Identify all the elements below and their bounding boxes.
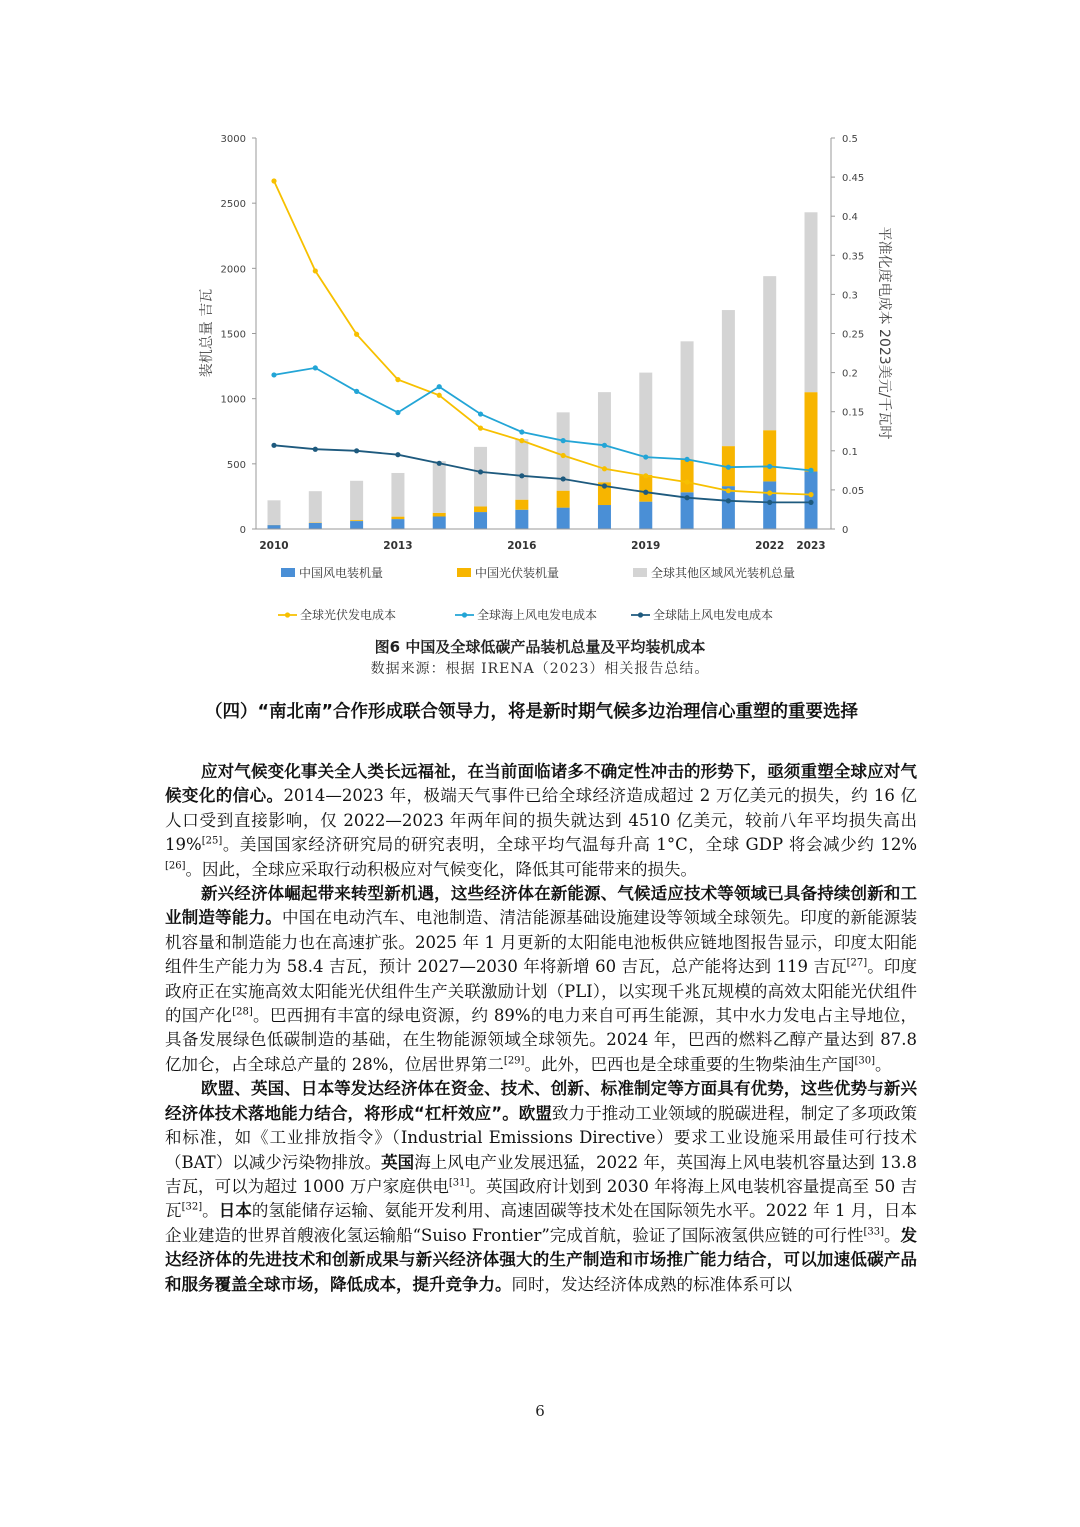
right-tick-label: 0.25 bbox=[842, 329, 865, 341]
right-tick-label: 0.35 bbox=[842, 251, 865, 263]
series-point bbox=[478, 426, 483, 431]
bar-segment bbox=[433, 516, 446, 529]
series-point bbox=[643, 490, 648, 495]
left-tick-label: 3000 bbox=[220, 134, 246, 145]
page-number: 6 bbox=[535, 1402, 545, 1420]
series-point bbox=[395, 410, 400, 415]
figure-6-chart bbox=[0, 0, 1080, 640]
bar-segment bbox=[515, 500, 528, 510]
bar-segment bbox=[639, 475, 652, 502]
bar-segment bbox=[681, 459, 694, 492]
series-point bbox=[684, 457, 689, 462]
legend-swatch bbox=[633, 568, 647, 577]
bar-segment bbox=[350, 521, 363, 529]
bar-segment bbox=[763, 276, 776, 430]
bar-segment bbox=[474, 447, 487, 507]
legend-swatch bbox=[457, 568, 471, 577]
legend-label: 中国风电装机量 bbox=[299, 566, 384, 580]
x-tick-label: 2019 bbox=[631, 540, 661, 552]
right-tick-label: 0.4 bbox=[842, 212, 858, 224]
right-tick-label: 0.05 bbox=[842, 485, 865, 497]
right-axis-label: 平准化度电成本 2023美元/千瓦时 bbox=[876, 226, 892, 440]
series-point bbox=[519, 473, 524, 478]
bar-segment bbox=[598, 505, 611, 529]
series-point bbox=[354, 389, 359, 394]
series-point bbox=[726, 498, 731, 503]
right-tick-label: 0 bbox=[842, 525, 849, 536]
x-tick-label: 2010 bbox=[259, 540, 289, 552]
series-point bbox=[271, 178, 276, 183]
paragraph-3: 欧盟、英国、日本等发达经济体在资金、技术、创新、标准制定等方面具有优势，这些优势与新兴经济体技术落地能力结合，将形成“杠杆效应”。欧盟致力于推动工业领域的脱碳进程，制定了多项政策和标准，如《工业排放指令》（Industrial Emissions Directive）要求工业设施采用最佳可行技术（BAT）以减少污染物排放。英国海上风电产业发展迅猛，2022 年，英国海上风电装机容量达到 13.8 吉瓦，可以为超过 1000 万户家庭供电[31]。英国政府计划到 2030 年将海上风电装机容量提高至 50 吉瓦[32]。日本的氢能储存运输、氨能开发利用、高速固碳等技术处在国际领先水平。2022 年 1 月，日本企业建造的世界首艘液化氢运输船“Suiso Frontier”完成首航，验证了国际液氢供应链的可行性[33]。发达经济体的先进技术和创新成果与新兴经济体强大的生产制造和市场推广能力结合，可以加速低碳产品和服务覆盖全球市场，降低成本，提升竞争力。同时，发达经济体成熟的标准体系可以 bbox=[165, 1079, 918, 1294]
legend-marker bbox=[638, 612, 643, 617]
bar-segment bbox=[805, 392, 818, 471]
legend-marker bbox=[462, 612, 467, 617]
series-point bbox=[561, 476, 566, 481]
series-point bbox=[478, 411, 483, 416]
right-tick-label: 0.15 bbox=[842, 407, 865, 419]
series-point bbox=[808, 492, 813, 497]
left-tick-label: 2000 bbox=[220, 264, 246, 276]
bar-segment bbox=[268, 500, 281, 525]
bar-segment bbox=[268, 525, 281, 529]
series-point bbox=[808, 500, 813, 505]
bar-segment bbox=[763, 430, 776, 481]
series-point bbox=[478, 469, 483, 474]
legend-label: 全球光伏发电成本 bbox=[300, 608, 397, 622]
series-point bbox=[437, 461, 442, 466]
series-point bbox=[726, 488, 731, 493]
series-point bbox=[561, 438, 566, 443]
series-point bbox=[313, 447, 318, 452]
series-point bbox=[684, 495, 689, 500]
paragraph-2: 新兴经济体崛起带来转型新机遇，这些经济体在新能源、气候适应技术等领域已具备持续创新和工业制造等能力。中国在电动汽车、电池制造、清洁能源基础设施建设等领域全球领先。印度的新能源装机容量和制造能力也在高速扩张。2025 年 1 月更新的太阳能电池板供应链地图报告显示，印度太阳能组件生产能力为 58.4 吉瓦，预计 2027—2030 年将新增 60 吉瓦，总产能将达到 119 吉瓦[27]。印度政府正在实施高效太阳能光伏组件生产关联激励计划（PLI），以实现千兆瓦规模的高效太阳能光伏组件的国产化[28]。巴西拥有丰富的绿电资源，约 89%的电力来自可再生能源，其中水力发电占主导地位，具备发展绿色低碳制造的基础，在生物能源领域全球领先。2024 年，巴西的燃料乙醇产量达到 87.8 亿加仑，占全球总产量的 28%，位居世界第二[29]。此外，巴西也是全球重要的生物柴油生产国[30]。 bbox=[165, 884, 918, 1074]
bar-segment bbox=[681, 341, 694, 459]
legend-swatch bbox=[281, 568, 295, 577]
figure-source: 数据来源：根据 IRENA（2023）相关报告总结。 bbox=[370, 661, 710, 677]
right-tick-label: 0.1 bbox=[842, 446, 858, 458]
bar-segment bbox=[557, 508, 570, 529]
series-point bbox=[767, 500, 772, 505]
bar-segment bbox=[763, 481, 776, 529]
bar-segment bbox=[433, 461, 446, 513]
bar-segment bbox=[391, 473, 404, 517]
bar-segment bbox=[350, 520, 363, 521]
x-tick-label: 2023 bbox=[796, 540, 826, 552]
bar-segment bbox=[557, 491, 570, 508]
right-tick-label: 0.5 bbox=[842, 134, 858, 145]
legend-label: 全球海上风电发电成本 bbox=[477, 608, 598, 622]
right-tick-label: 0.3 bbox=[842, 290, 858, 302]
series-point bbox=[684, 479, 689, 484]
left-tick-label: 0 bbox=[239, 525, 246, 536]
series-point bbox=[519, 438, 524, 443]
paragraph-1: 应对气候变化事关全人类长远福祉，在当前面临诸多不确定性冲击的形势下，亟须重塑全球应对气候变化的信心。2014—2023 年，极端天气事件已给全球经济造成超过 2 万亿美元的损失，约 16 亿人口受到直接影响，仅 2022—2023 年两年间的损失就达到 4510 亿美元，较前八年平均损失高出 19%[25]。美国国家经济研究局的研究表明，全球平均气温每升高 1°C，全球 GDP 将会减少约 12%[26]。因此，全球应采取行动积极应对气候变化，降低其可能带来的损失。 bbox=[165, 762, 918, 879]
series-point bbox=[726, 465, 731, 470]
series-point bbox=[313, 365, 318, 370]
series-point bbox=[437, 393, 442, 398]
legend-label: 全球陆上风电发电成本 bbox=[653, 608, 774, 622]
legend-label: 全球其他区域风光装机总量 bbox=[651, 566, 796, 580]
series-point bbox=[767, 464, 772, 469]
bar-segment bbox=[474, 512, 487, 529]
series-point bbox=[602, 466, 607, 471]
series-point bbox=[767, 490, 772, 495]
body-text bbox=[165, 760, 917, 1297]
left-tick-label: 2500 bbox=[220, 199, 246, 211]
bar-segment bbox=[391, 517, 404, 519]
figure-title: 图6 中国及全球低碳产品装机总量及平均装机成本 bbox=[374, 638, 706, 656]
series-point bbox=[643, 473, 648, 478]
bar-segment bbox=[639, 502, 652, 529]
bar-segment bbox=[805, 212, 818, 392]
legend-label: 中国光伏装机量 bbox=[475, 566, 560, 580]
series-point bbox=[395, 452, 400, 457]
x-tick-label: 2022 bbox=[755, 540, 785, 552]
bar-segment bbox=[350, 481, 363, 520]
bar-segment bbox=[309, 523, 322, 529]
series-point bbox=[354, 332, 359, 337]
series-point bbox=[271, 372, 276, 377]
series-point bbox=[354, 448, 359, 453]
bar-segment bbox=[309, 491, 322, 522]
series-point bbox=[643, 454, 648, 459]
bar-segment bbox=[433, 513, 446, 517]
series-point bbox=[437, 384, 442, 389]
right-tick-label: 0.45 bbox=[842, 173, 865, 185]
series-point bbox=[602, 443, 607, 448]
legend-marker bbox=[285, 612, 290, 617]
bar-segment bbox=[515, 510, 528, 529]
bar-segment bbox=[515, 439, 528, 500]
series-point bbox=[561, 453, 566, 458]
series-point bbox=[271, 443, 276, 448]
series-point bbox=[519, 429, 524, 434]
section-heading: （四）“南北南”合作形成联合领导力，将是新时期气候多边治理信心重塑的重要选择 bbox=[205, 702, 859, 722]
series-point bbox=[808, 468, 813, 473]
x-tick-label: 2016 bbox=[507, 540, 537, 552]
x-tick-label: 2013 bbox=[383, 540, 413, 552]
series-point bbox=[395, 377, 400, 382]
series-point bbox=[313, 268, 318, 273]
bar-segment bbox=[391, 519, 404, 529]
left-axis-label: 装机总量 吉瓦 bbox=[199, 288, 215, 378]
right-tick-label: 0.2 bbox=[842, 368, 858, 380]
bar-segment bbox=[474, 506, 487, 512]
left-tick-label: 1500 bbox=[220, 329, 246, 341]
series-point bbox=[602, 483, 607, 488]
left-tick-label: 1000 bbox=[220, 394, 246, 406]
left-tick-label: 500 bbox=[226, 459, 246, 471]
bar-segment bbox=[722, 310, 735, 446]
